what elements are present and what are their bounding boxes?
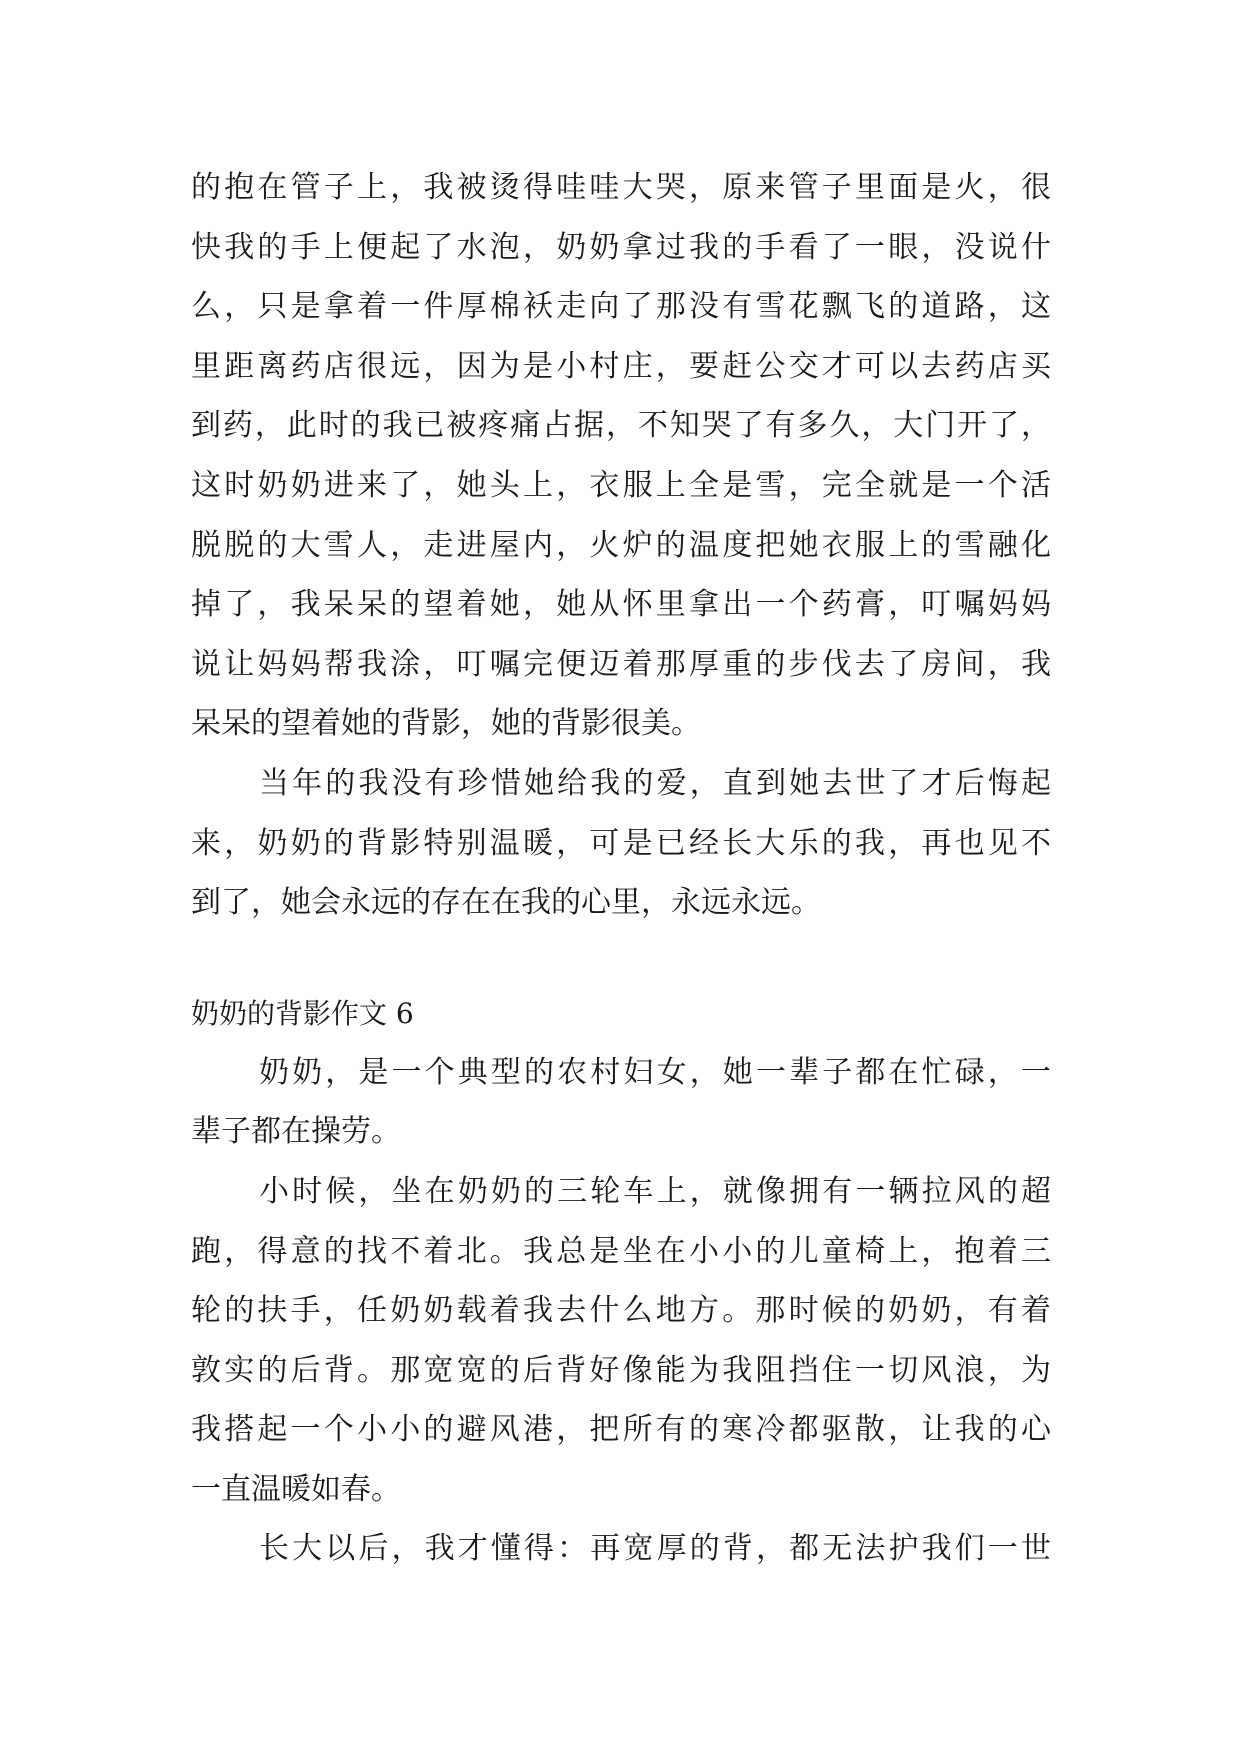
text-line: 辈子都在操劳。 xyxy=(191,1114,401,1150)
text-line: 这时奶奶进来了，她头上，衣服上全是雪，完全就是一个活 xyxy=(191,467,1051,503)
text-line: 奶奶，是一个典型的农村妇女，她一辈子都在忙碌，一 xyxy=(259,1054,1051,1090)
text-line: 掉了，我呆呆的望着她，她从怀里拿出一个药膏，叮嘱妈妈 xyxy=(191,587,1051,623)
section-title: 奶奶的背影作文 6 xyxy=(191,996,414,1030)
text-line: 敦实的后背。那宽宽的后背好像能为我阻挡住一切风浪，为 xyxy=(191,1352,1051,1388)
text-line: 我搭起一个小小的避风港，把所有的寒冷都驱散，让我的心 xyxy=(191,1412,1051,1448)
essay-body xyxy=(191,158,1051,1579)
text-line: 呆呆的望着她的背影，她的背影很美。 xyxy=(191,706,701,742)
text-line: 跑，得意的找不着北。我总是坐在小小的儿童椅上，抱着三 xyxy=(191,1233,1051,1269)
text-line: 轮的扶手，任奶奶载着我去什么地方。那时候的奶奶，有着 xyxy=(191,1293,1051,1329)
text-line: 小时候，坐在奶奶的三轮车上，就像拥有一辆拉风的超 xyxy=(259,1173,1051,1209)
text-line: 的抱在管子上，我被烫得哇哇大哭，原来管子里面是火，很 xyxy=(191,170,1051,205)
text-line: 里距离药店很远，因为是小村庄，要赶公交才可以去药店买 xyxy=(191,348,1051,384)
text-line: 一直温暖如春。 xyxy=(191,1471,401,1507)
text-line: 当年的我没有珍惜她给我的爱，直到她去世了才后悔起 xyxy=(259,765,1051,801)
paragraph xyxy=(191,158,1051,754)
paragraph xyxy=(191,1162,1051,1520)
paragraph xyxy=(191,1519,1051,1579)
text-line: 到药，此时的我已被疼痛占据，不知哭了有多久，大门开了， xyxy=(191,408,1051,444)
text-line: 么，只是拿着一件厚棉袄走向了那没有雪花飘飞的道路，这 xyxy=(191,289,1051,325)
text-line: 到了，她会永远的存在在我的心里，永远永远。 xyxy=(191,885,821,921)
paragraph xyxy=(191,1043,1051,1162)
text-line: 快我的手上便起了水泡，奶奶拿过我的手看了一眼，没说什 xyxy=(191,229,1051,265)
text-line: 说让妈妈帮我涂，叮嘱完便迈着那厚重的步伐去了房间，我 xyxy=(191,646,1051,682)
text-line: 长大以后，我才懂得：再宽厚的背，都无法护我们一世 xyxy=(259,1531,1051,1567)
paragraph xyxy=(191,754,1051,933)
text-line: 脱脱的大雪人，走进屋内，火炉的温度把她衣服上的雪融化 xyxy=(191,527,1051,563)
text-line: 来，奶奶的背影特别温暖，可是已经长大乐的我，再也见不 xyxy=(191,825,1051,861)
